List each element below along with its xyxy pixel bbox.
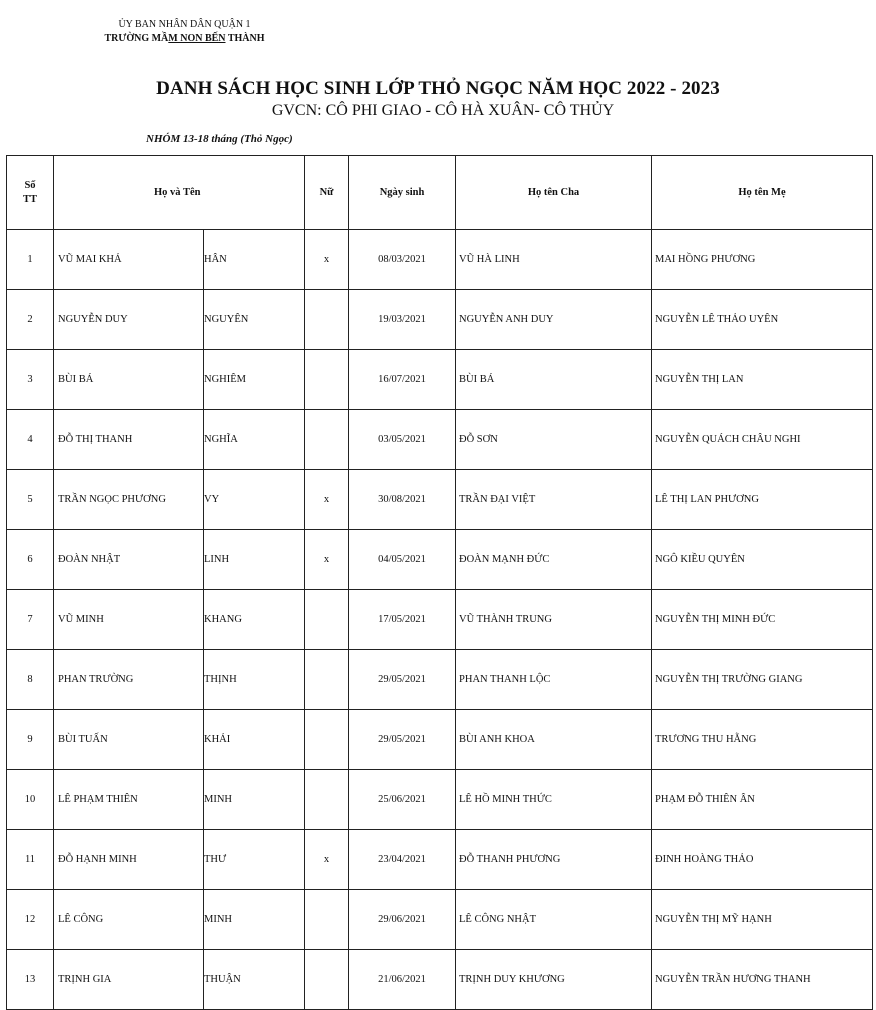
student-family-name: BÙI TUẤN: [54, 710, 204, 770]
school-name-part-1: TRƯỜNG MẦ: [104, 33, 169, 44]
row-number: 7: [7, 590, 54, 650]
student-given-name: HÂN: [204, 230, 305, 290]
teachers-subtitle: GVCN: CÔ PHI GIAO - CÔ HÀ XUÂN- CÔ THỦY: [271, 102, 615, 119]
student-family-name: ĐỖ THỊ THANH: [54, 410, 204, 470]
student-given-name: NGHĨA: [204, 410, 305, 470]
table-row: [7, 350, 873, 410]
table-row: [7, 590, 873, 650]
student-roster-table: [6, 155, 873, 1010]
row-number: 1: [7, 230, 54, 290]
date-of-birth: 19/03/2021: [349, 290, 456, 350]
school-name-part-2: M NON BẾN: [168, 33, 226, 44]
student-family-name: PHAN TRƯỜNG: [54, 650, 204, 710]
row-number: 9: [7, 710, 54, 770]
student-given-name: THƯ: [204, 830, 305, 890]
student-family-name: TRẦN NGỌC PHƯƠNG: [54, 470, 204, 530]
father-name: BÙI ANH KHOA: [456, 710, 652, 770]
father-name: TRẦN ĐẠI VIỆT: [456, 470, 652, 530]
table-row: [7, 410, 873, 470]
group-label: NHÓM 13-18 tháng (Thỏ Ngọc): [146, 133, 293, 145]
student-family-name: TRỊNH GIA: [54, 950, 204, 1010]
date-of-birth: 21/06/2021: [349, 950, 456, 1010]
father-name: BÙI BÁ: [456, 350, 652, 410]
row-number: 3: [7, 350, 54, 410]
student-family-name: BÙI BÁ: [54, 350, 204, 410]
student-given-name: VY: [204, 470, 305, 530]
date-of-birth: 30/08/2021: [349, 470, 456, 530]
student-given-name: THUẬN: [204, 950, 305, 1010]
table-row: [7, 770, 873, 830]
father-name: NGUYỄN ANH DUY: [456, 290, 652, 350]
father-name: LÊ CÔNG NHẬT: [456, 890, 652, 950]
mother-name: ĐINH HOÀNG THẢO: [652, 830, 873, 890]
col-header-stt: Số TT: [7, 156, 54, 230]
row-number: 2: [7, 290, 54, 350]
student-family-name: ĐOÀN NHẬT: [54, 530, 204, 590]
mother-name: NGUYỄN THỊ MINH ĐỨC: [652, 590, 873, 650]
student-given-name: MINH: [204, 770, 305, 830]
table-header-row: [7, 156, 873, 230]
student-given-name: LINH: [204, 530, 305, 590]
mother-name: NGUYỄN QUÁCH CHÂU NGHI: [652, 410, 873, 470]
row-number: 12: [7, 890, 54, 950]
female-mark: [305, 710, 349, 770]
table-row: [7, 650, 873, 710]
col-header-dob: Ngày sinh: [349, 156, 456, 230]
date-of-birth: 08/03/2021: [349, 230, 456, 290]
table-row: [7, 830, 873, 890]
col-header-mother: Họ tên Mẹ: [652, 156, 873, 230]
table-row: [7, 290, 873, 350]
table-row: [7, 230, 873, 290]
date-of-birth: 03/05/2021: [349, 410, 456, 470]
date-of-birth: 29/06/2021: [349, 890, 456, 950]
student-family-name: NGUYỄN DUY: [54, 290, 204, 350]
row-number: 6: [7, 530, 54, 590]
father-name: ĐOÀN MẠNH ĐỨC: [456, 530, 652, 590]
father-name: PHAN THANH LỘC: [456, 650, 652, 710]
female-mark: [305, 290, 349, 350]
table-row: [7, 470, 873, 530]
mother-name: MAI HỒNG PHƯƠNG: [652, 230, 873, 290]
school-name-part-3: THÀNH: [225, 33, 265, 44]
student-given-name: NGUYÊN: [204, 290, 305, 350]
school-name: [92, 32, 277, 46]
father-name: VŨ THÀNH TRUNG: [456, 590, 652, 650]
date-of-birth: 17/05/2021: [349, 590, 456, 650]
row-number: 8: [7, 650, 54, 710]
mother-name: NGUYỄN THỊ MỸ HẠNH: [652, 890, 873, 950]
date-of-birth: 16/07/2021: [349, 350, 456, 410]
student-family-name: VŨ MAI KHẢ: [54, 230, 204, 290]
date-of-birth: 29/05/2021: [349, 710, 456, 770]
table-row: [7, 890, 873, 950]
document-title: DANH SÁCH HỌC SINH LỚP THỎ NGỌC NĂM HỌC 2022 - 2023: [156, 78, 720, 99]
table-row: [7, 950, 873, 1010]
father-name: LÊ HỒ MINH THỨC: [456, 770, 652, 830]
mother-name: NGUYỄN TRẦN HƯƠNG THANH: [652, 950, 873, 1010]
female-mark: [305, 650, 349, 710]
father-name: ĐỖ SƠN: [456, 410, 652, 470]
father-name: TRỊNH DUY KHƯƠNG: [456, 950, 652, 1010]
mother-name: NGUYỄN LÊ THẢO UYÊN: [652, 290, 873, 350]
student-given-name: NGHIÊM: [204, 350, 305, 410]
date-of-birth: 04/05/2021: [349, 530, 456, 590]
mother-name: TRƯƠNG THU HẰNG: [652, 710, 873, 770]
student-given-name: KHẢI: [204, 710, 305, 770]
student-family-name: LÊ PHẠM THIÊN: [54, 770, 204, 830]
father-name: ĐỖ THANH PHƯƠNG: [456, 830, 652, 890]
student-given-name: KHANG: [204, 590, 305, 650]
female-mark: x: [305, 530, 349, 590]
female-mark: x: [305, 470, 349, 530]
student-family-name: VŨ MINH: [54, 590, 204, 650]
mother-name: LÊ THỊ LAN PHƯƠNG: [652, 470, 873, 530]
mother-name: NGUYỄN THỊ TRƯỜNG GIANG: [652, 650, 873, 710]
row-number: 11: [7, 830, 54, 890]
table-row: [7, 710, 873, 770]
father-name: VŨ HÀ LINH: [456, 230, 652, 290]
date-of-birth: 23/04/2021: [349, 830, 456, 890]
col-header-father: Họ tên Cha: [456, 156, 652, 230]
student-given-name: THỊNH: [204, 650, 305, 710]
col-header-name: Họ và Tên: [54, 156, 305, 230]
female-mark: [305, 770, 349, 830]
female-mark: [305, 350, 349, 410]
female-mark: [305, 890, 349, 950]
organization-header: [92, 18, 277, 46]
mother-name: PHẠM ĐỖ THIÊN ÂN: [652, 770, 873, 830]
female-mark: [305, 590, 349, 650]
female-mark: [305, 410, 349, 470]
female-mark: x: [305, 830, 349, 890]
date-of-birth: 29/05/2021: [349, 650, 456, 710]
row-number: 10: [7, 770, 54, 830]
district-committee-name: ỦY BAN NHÂN DÂN QUẬN 1: [118, 19, 251, 30]
student-family-name: LÊ CÔNG: [54, 890, 204, 950]
student-given-name: MINH: [204, 890, 305, 950]
col-header-female: Nữ: [305, 156, 349, 230]
table-row: [7, 530, 873, 590]
female-mark: x: [305, 230, 349, 290]
row-number: 13: [7, 950, 54, 1010]
row-number: 5: [7, 470, 54, 530]
female-mark: [305, 950, 349, 1010]
mother-name: NGÔ KIỀU QUYÊN: [652, 530, 873, 590]
mother-name: NGUYỄN THỊ LAN: [652, 350, 873, 410]
row-number: 4: [7, 410, 54, 470]
student-family-name: ĐỖ HẠNH MINH: [54, 830, 204, 890]
date-of-birth: 25/06/2021: [349, 770, 456, 830]
